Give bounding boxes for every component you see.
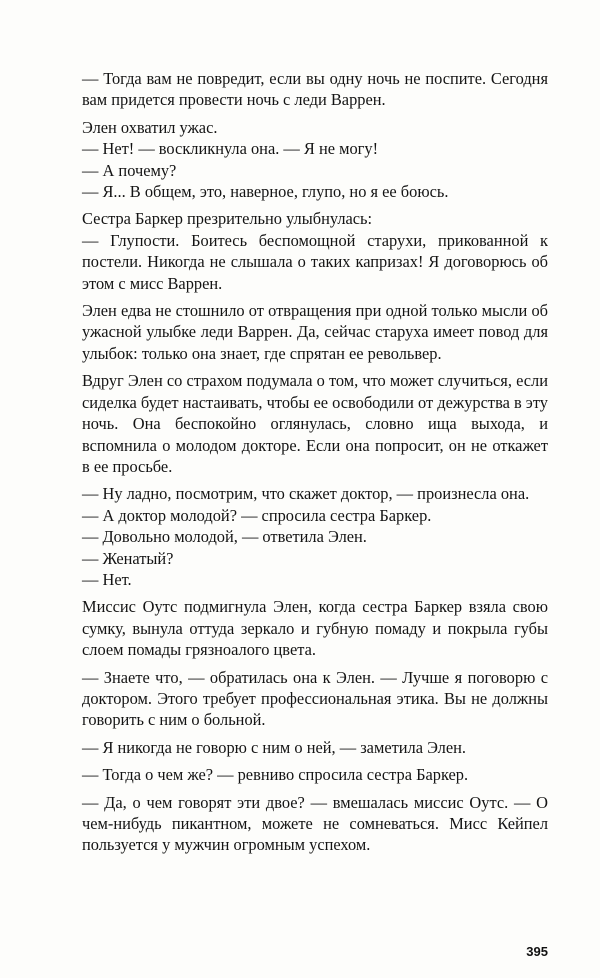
paragraph: — Знаете что, — обратилась она к Элен. — Лучше я поговорю с доктором. Этого требует профессиональная этика. Вы не должны говорить с ним о больной. — [82, 667, 548, 730]
paragraph: — Женатый? — [82, 548, 174, 568]
paragraph: — Да, о чем говорят эти двое? — вмешалась миссис Оутс. — О чем-нибудь пикантном, можете не сомневаться. Мисс Кейпел пользуется у мужчин огромным успехом. — [82, 792, 548, 855]
paragraph: — А почему? — [82, 160, 177, 180]
paragraph: — Тогда вам не повредит, если вы одну ночь не поспите. Сегодня вам придется провести ночь с леди Варрен. — [82, 69, 548, 110]
paragraph: — Довольно молодой, — ответила Элен. — [82, 527, 367, 547]
paragraph: Сестра Баркер презрительно улыбнулась: — [82, 209, 373, 229]
paragraph: — Ну ладно, посмотрим, что скажет доктор, — произнесла она. — [82, 484, 530, 504]
page-number: 395 — [526, 944, 548, 959]
paragraph: — Нет! — воскликнула она. — Я не могу! — [82, 139, 379, 159]
paragraph: — Я никогда не говорю с ним о ней, — заметила Элен. — [82, 737, 467, 757]
paragraph: Элен охватил ужас. — [82, 117, 218, 137]
paragraph: — Тогда о чем же? — ревниво спросила сестра Баркер. — [82, 765, 469, 785]
paragraph: Элен едва не стошнило от отвращения при одной только мысли об ужасной улыбке леди Варрен. Да, сейчас старуха имеет повод для улыбок: только она знает, где спрятан ее револьвер. — [82, 301, 548, 363]
paragraph: Вдруг Элен со страхом подумала о том, что может случиться, если сиделка будет настаивать, чтобы ее освободили от дежурства в эту ночь. Она беспокойно оглянулась, словно ища выхода, и вспомнила о молодом докторе. Если она попросит, он не откажет в ее просьбе. — [82, 371, 548, 476]
body-text — [82, 68, 548, 856]
paragraph: — А доктор молодой? — спросила сестра Баркер. — [82, 505, 432, 525]
paragraph: — Нет. — [82, 569, 132, 589]
paragraph: Миссис Оутс подмигнула Элен, когда сестра Баркер взяла свою сумку, вынула оттуда зеркало и губную помаду и покрыла губы слоем помады грязноалого цвета. — [82, 597, 548, 660]
paragraph: — Я... В общем, это, наверное, глупо, но я ее боюсь. — [82, 182, 449, 202]
paragraph: — Глупости. Боитесь беспомощной старухи, прикованной к постели. Никогда не слышала о таких капризах! Я договорюсь об этом с мисс Варрен. — [82, 230, 548, 293]
